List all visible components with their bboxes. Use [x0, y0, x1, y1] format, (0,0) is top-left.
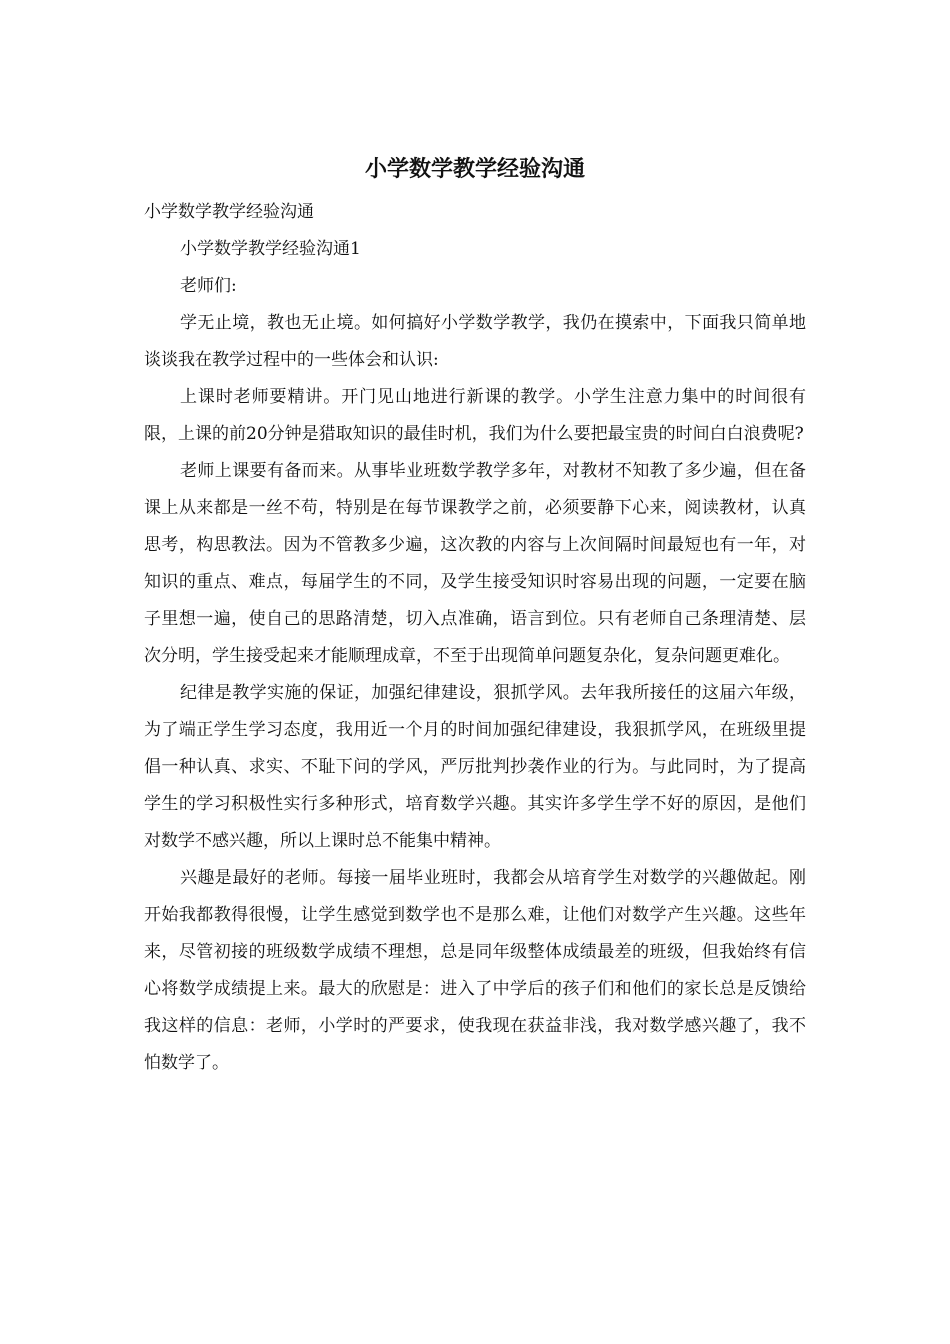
paragraph: 兴趣是最好的老师。每接一届毕业班时，我都会从培育学生对数学的兴趣做起。刚开始我都教得很慢，让学生感觉到数学也不是那么难，让他们对数学产生兴趣。这些年来，尽管初接的班级数学成绩不理想，总是同年级整体成绩最差的班级，但我始终有信心将数学成绩提上来。最大的欣慰是：进入了中学后的孩子们和他们的家长总是反馈给我这样的信息：老师，小学时的严要求，使我现在获益非浅，我对数学感兴趣了，我不怕数学了。 [144, 868, 806, 1073]
document-subtitle: 小学数学教学经验沟通 [144, 202, 314, 222]
document-title: 小学数学教学经验沟通 [364, 157, 585, 182]
section-heading: 小学数学教学经验沟通1 [180, 239, 361, 259]
document-body [144, 194, 806, 1082]
paragraph: 上课时老师要精讲。开门见山地进行新课的教学。小学生注意力集中的时间很有限，上课的前20分钟是猎取知识的最佳时机，我们为什么要把最宝贵的时间白白浪费呢? [144, 387, 806, 444]
paragraph: 学无止境，教也无止境。如何搞好小学数学教学，我仍在摸索中，下面我只简单地谈谈我在教学过程中的一些体会和认识: [144, 313, 806, 370]
paragraph: 老师上课要有备而来。从事毕业班数学教学多年，对教材不知教了多少遍，但在备课上从来都是一丝不苟，特别是在每节课教学之前，必须要静下心来，阅读教材，认真思考，构思教法。因为不管教多少遍，这次教的内容与上次间隔时间最短也有一年，对知识的重点、难点，每届学生的不同，及学生接受知识时容易出现的问题，一定要在脑子里想一遍，使自己的思路清楚，切入点准确，语言到位。只有老师自己条理清楚、层次分明，学生接受起来才能顺理成章，不至于出现简单问题复杂化，复杂问题更难化。 [144, 461, 806, 666]
greeting: 老师们: [180, 276, 237, 296]
paragraph: 纪律是教学实施的保证，加强纪律建设，狠抓学风。去年我所接任的这届六年级，为了端正学生学习态度，我用近一个月的时间加强纪律建设，我狠抓学风，在班级里提倡一种认真、求实、不耻下问的学风，严厉批判抄袭作业的行为。与此同时，为了提高学生的学习积极性实行多种形式，培育数学兴趣。其实许多学生学不好的原因，是他们对数学不感兴趣，所以上课时总不能集中精神。 [144, 683, 806, 851]
